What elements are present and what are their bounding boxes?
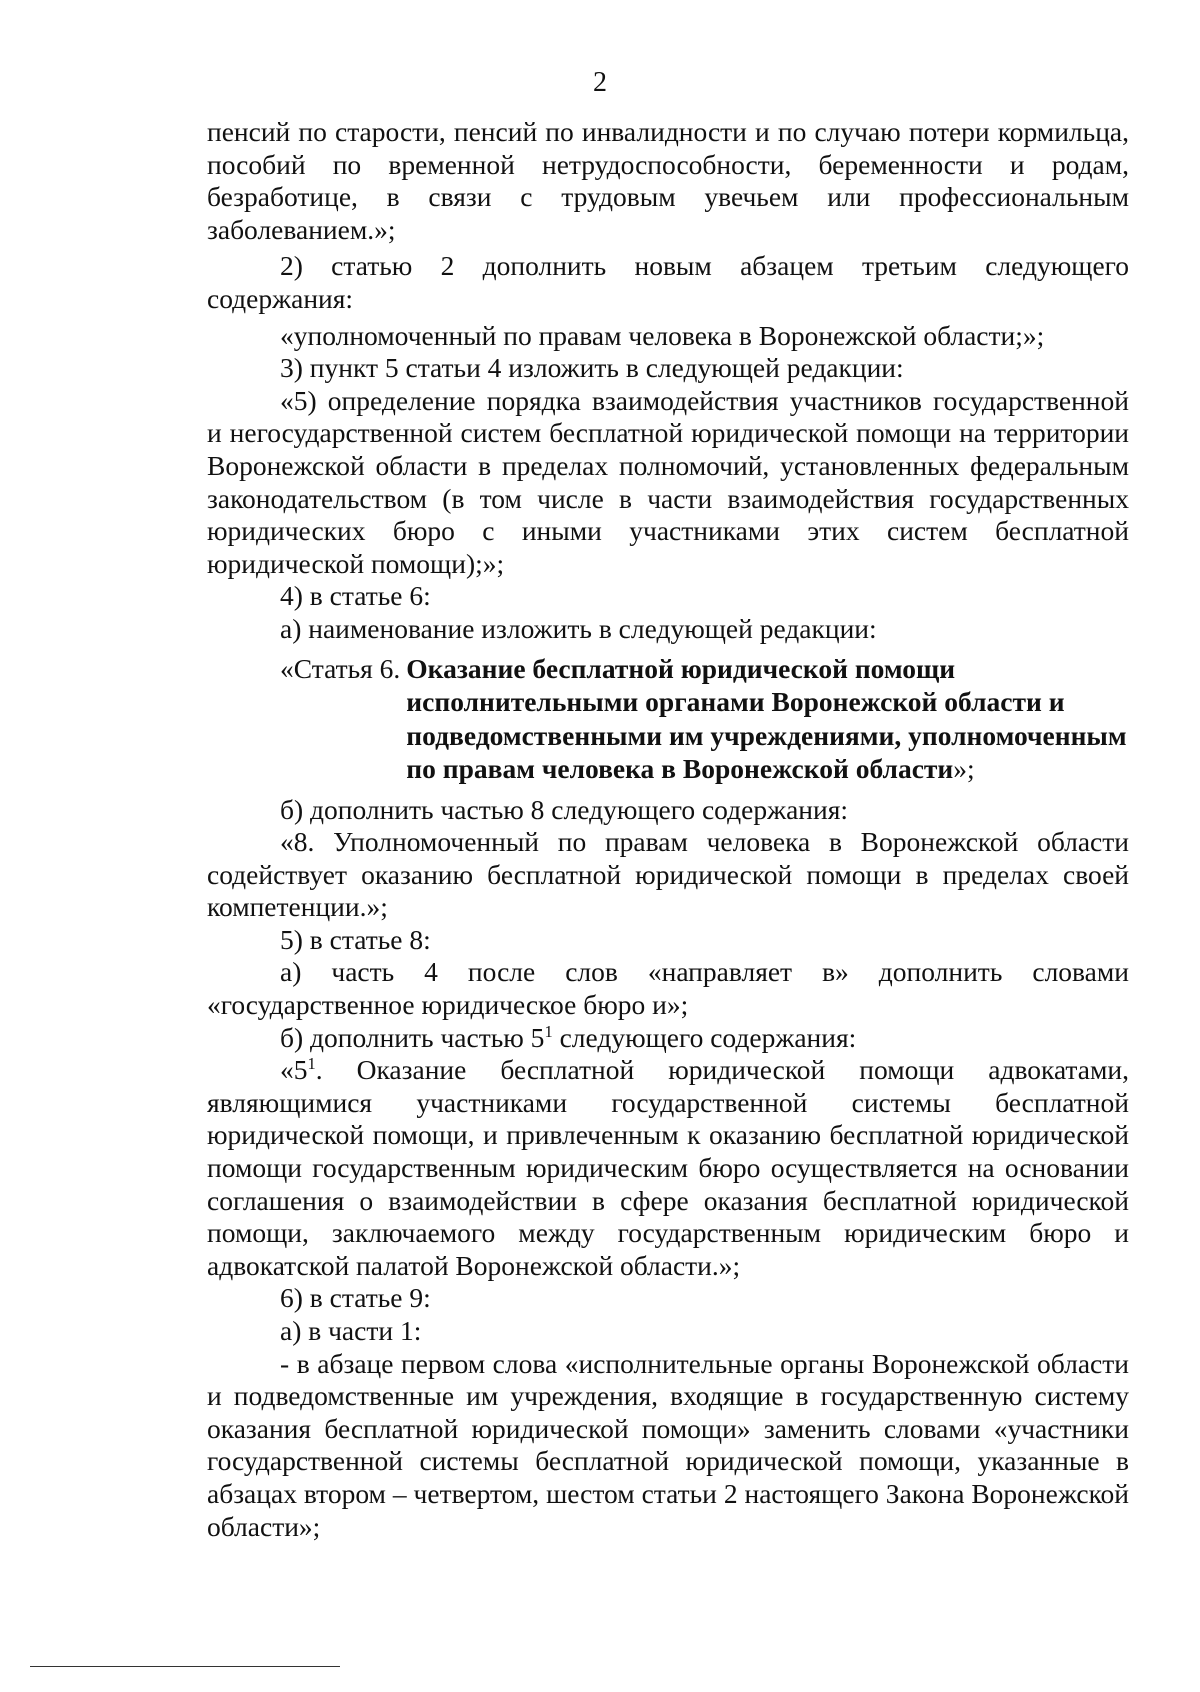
paragraph-item-6: 6) в статье 9:: [280, 1282, 431, 1314]
paragraph-item-6a: а) в части 1:: [280, 1315, 422, 1346]
paragraph-quote-part-5-1-text: . Оказание бесплатной юридической помощи адвокатами, являющимися участниками государственной системы бесплатной юридической помощи, и привлеченным к оказанию бесплатной юридической помощи государственным юридическим бюро осуществляется на основании соглашения о взаимодействии в сфере оказания бесплатной юридической помощи, заключаемого между государственным юридическим бюро и адвокатской палатой Воронежской области.»;: [207, 1054, 1129, 1281]
paragraph-item-2: 2) статью 2 дополнить новым абзацем третьим следующего содержания:: [207, 250, 1129, 314]
paragraph-item-4: 4) в статье 6:: [280, 580, 431, 612]
paragraph-item-4a: а) наименование изложить в следующей редакции:: [280, 612, 877, 644]
superscript: 1: [544, 1021, 553, 1041]
article-6-heading-title: Оказание бесплатной юридической помощи исполнительными органами Воронежской области и подведомственными им учреждениями, уполномоченным по правам человека в Воронежской области: [406, 652, 1127, 784]
document-body: [207, 116, 1129, 1543]
article-6-heading-prefix: «Статья 6.: [280, 652, 401, 684]
paragraph-item-5b-text-end: следующего содержания:: [552, 1021, 857, 1053]
paragraph-quote-part-8: «8. Уполномоченный по правам человека в Воронежской области содействует оказанию бесплатной юридической помощи в пределах своей компетенции.»;: [207, 826, 1129, 923]
paragraph-quote-point-5: «5) определение порядка взаимодействия участников государственной и негосударственной систем бесплатной юридической помощи на территории Воронежской области в пределах полномочий, установленных федеральным законодательством (в том числе в части взаимодействия государственных юридических бюро с иными участниками этих систем бесплатной юридической помощи);»;: [207, 384, 1129, 579]
paragraph-quote-ombudsman: «уполномоченный по правам человека в Воронежской области;»;: [280, 319, 1045, 351]
article-6-heading: [280, 652, 1129, 786]
article-6-heading-suffix: »;: [953, 753, 975, 784]
paragraph-item-5: 5) в статье 8:: [280, 923, 431, 955]
paragraph-item-5a: а) часть 4 после слов «направляет в» дополнить словами «государственное юридическое бюро и»;: [207, 956, 1129, 1021]
paragraph-item-3: 3) пункт 5 статьи 4 изложить в следующей редакции:: [280, 352, 904, 384]
article-6-heading-block: [406, 652, 1129, 786]
page-number: 2: [593, 67, 607, 98]
superscript: 1: [307, 1054, 316, 1074]
paragraph-item-5b: [207, 1022, 1129, 1055]
paragraph-quote-part-5-1-start: «5: [280, 1054, 308, 1086]
footnote-divider: [30, 1666, 340, 1667]
paragraph-item-6a-dash: - в абзаце первом слова «исполнительные органы Воронежской области и подведомственные им учреждения, входящие в государственную систему оказания бесплатной юридической помощи» заменить словами «участники государственной системы бесплатной юридической помощи, указанные в абзацах втором – четвертом, шестом статьи 2 настоящего Закона Воронежской области»;: [207, 1347, 1129, 1542]
paragraph-continuation: пенсий по старости, пенсий по инвалидности и по случаю потери кормильца, пособий по временной нетрудоспособности, беременности и родам, безработице, в связи с трудовым увечьем или профессиональным заболеванием.»;: [207, 116, 1129, 245]
paragraph-quote-part-5-1: [207, 1054, 1129, 1282]
paragraph-item-5b-text: б) дополнить частью 5: [280, 1021, 545, 1053]
paragraph-item-4b: б) дополнить частью 8 следующего содержания:: [280, 793, 849, 825]
